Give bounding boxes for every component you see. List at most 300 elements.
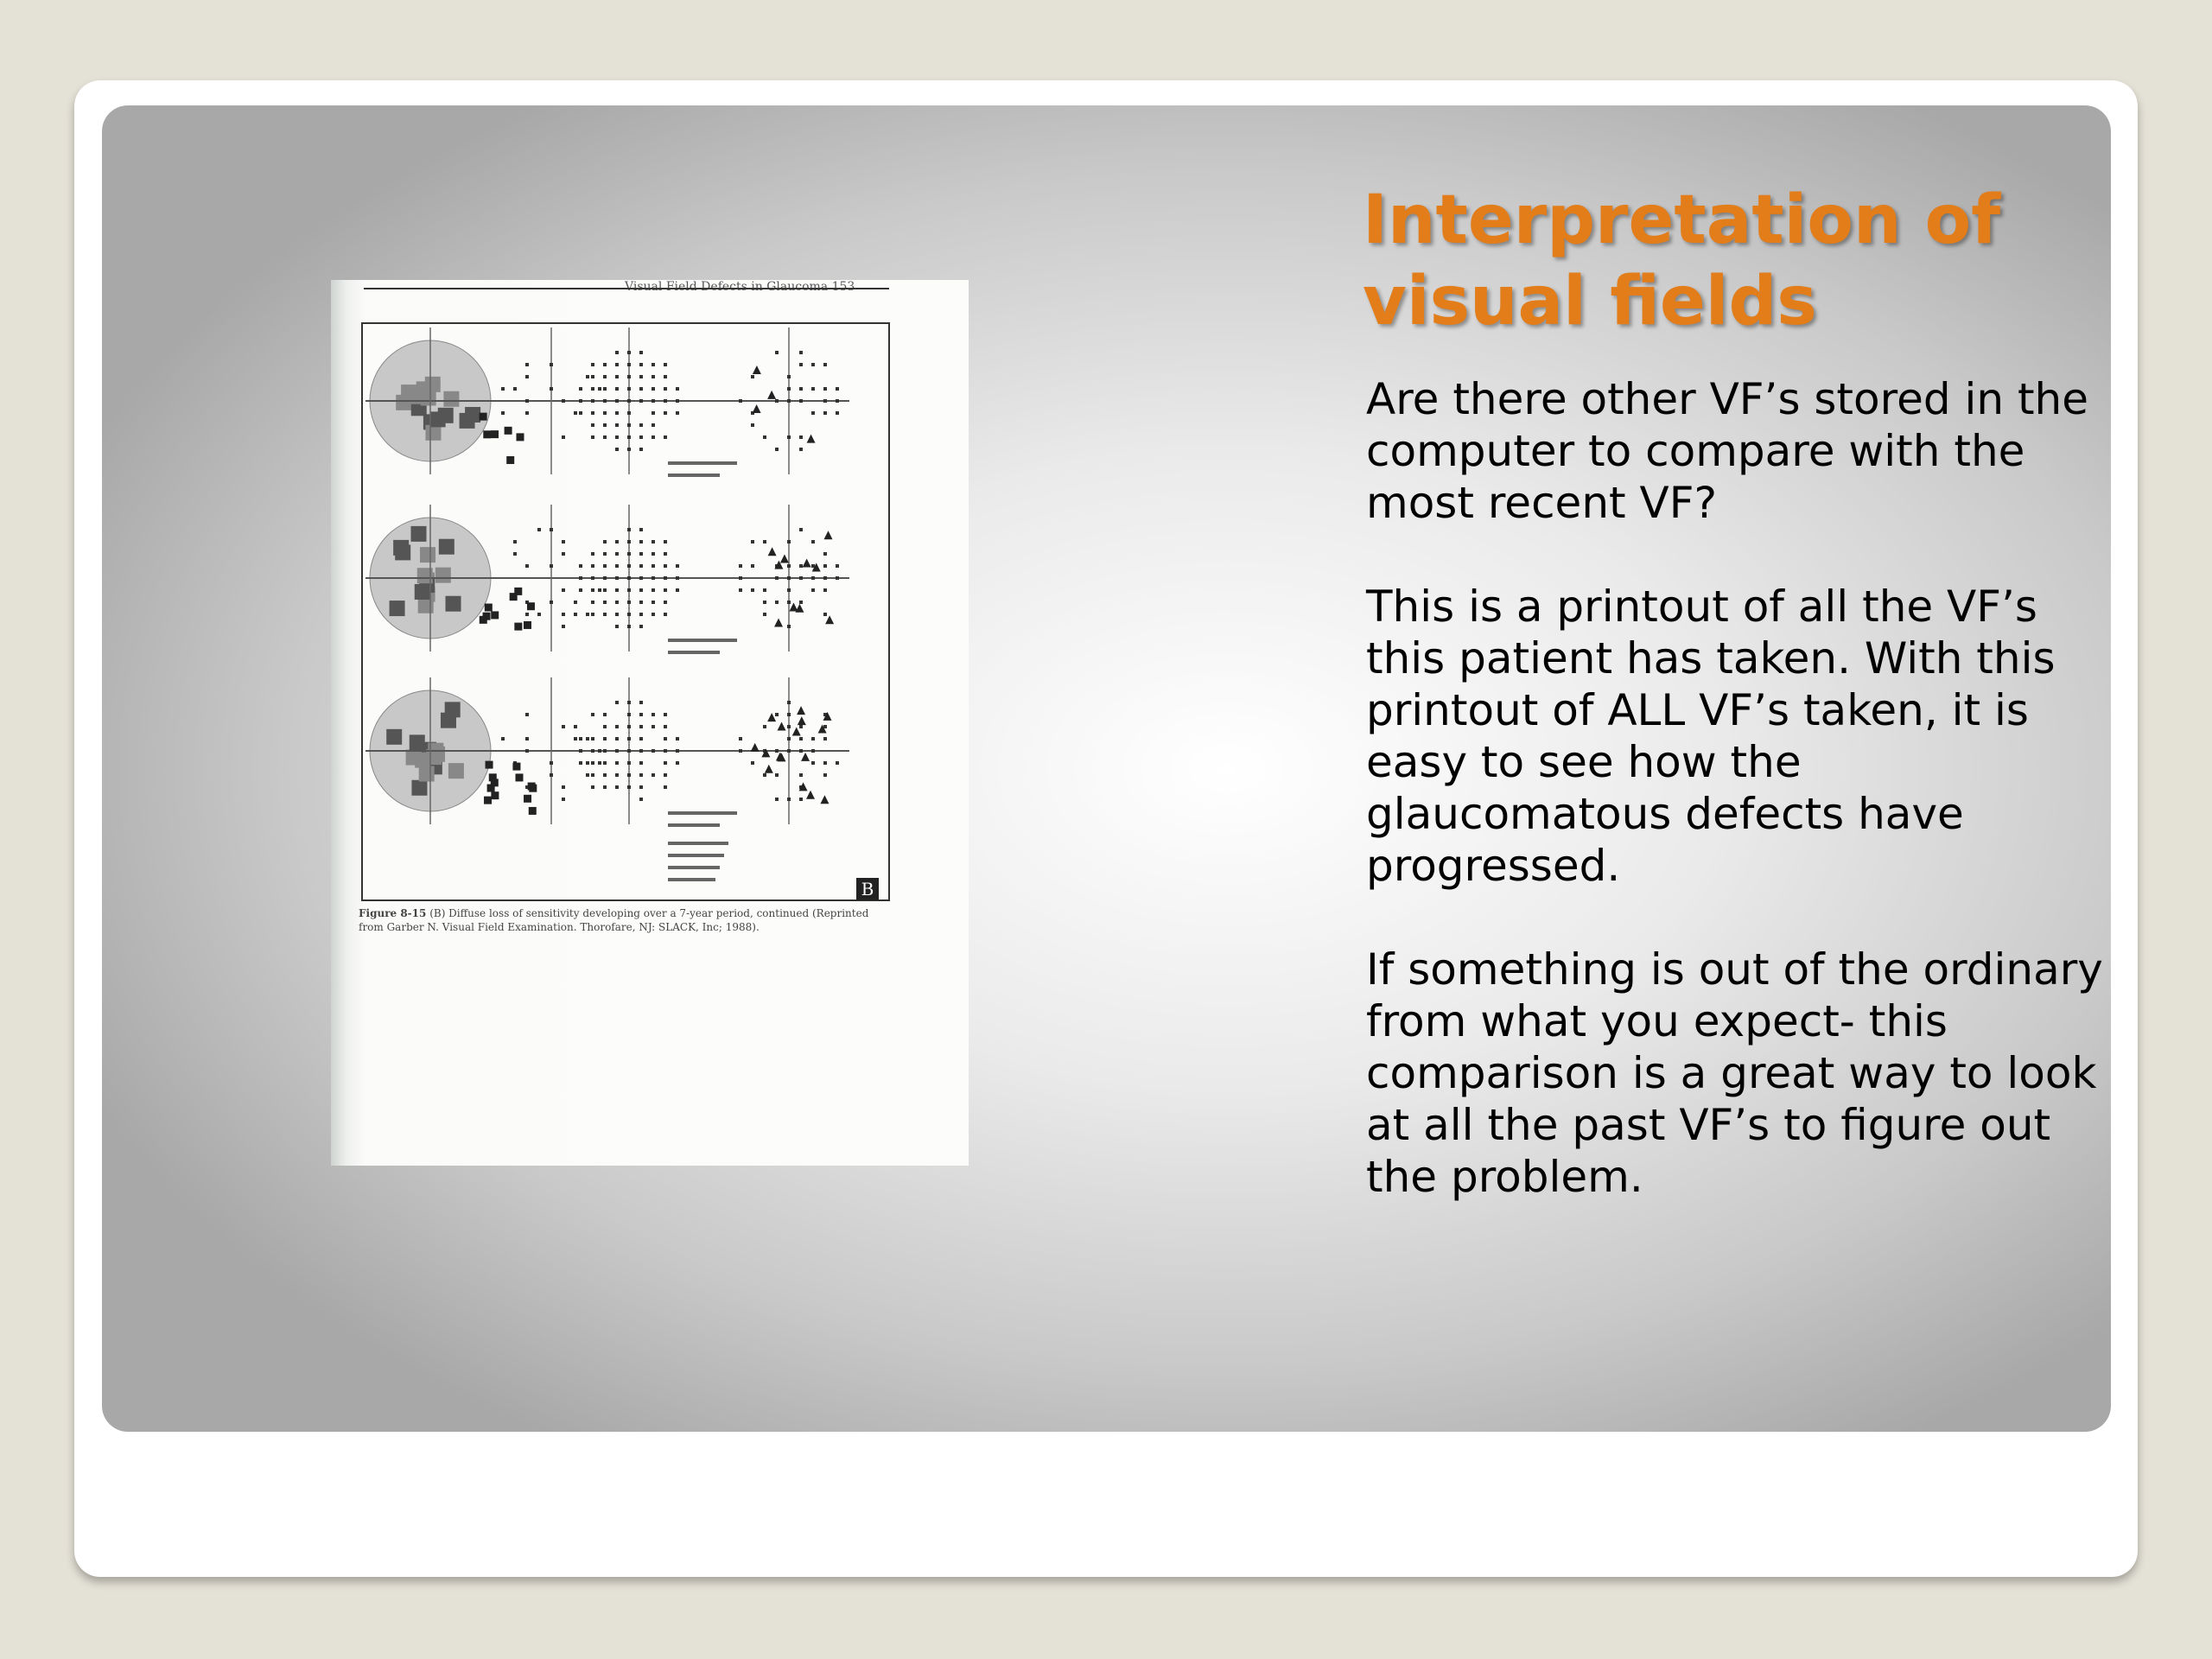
field-point <box>615 387 619 391</box>
field-point <box>591 737 594 741</box>
probability-triangle <box>780 554 789 563</box>
field-point <box>615 737 619 741</box>
field-point <box>775 448 779 451</box>
field-point <box>591 601 594 604</box>
field-point <box>639 552 643 556</box>
field-point <box>787 576 791 580</box>
field-point <box>639 423 643 427</box>
probability-square <box>480 616 487 624</box>
field-point <box>664 785 667 789</box>
field-point <box>823 588 827 592</box>
grayscale-defect-block <box>435 568 451 583</box>
field-point <box>652 564 655 568</box>
field-point <box>591 713 594 716</box>
field-point <box>763 773 766 777</box>
field-point <box>652 423 655 427</box>
field-point <box>664 387 667 391</box>
printout-text-line <box>668 474 720 477</box>
field-point <box>550 773 553 777</box>
field-point <box>591 411 594 415</box>
field-point <box>603 749 607 753</box>
field-point <box>787 749 791 753</box>
field-point <box>591 785 594 789</box>
grayscale-defect-block <box>420 547 435 563</box>
field-point <box>639 576 643 580</box>
field-point <box>799 564 803 568</box>
field-point <box>799 725 803 728</box>
field-point <box>823 737 827 741</box>
field-point <box>739 737 742 741</box>
field-point <box>751 375 754 378</box>
field-point <box>664 363 667 366</box>
field-point <box>627 713 631 716</box>
field-point <box>603 423 607 427</box>
legend-text-line <box>668 866 720 869</box>
probability-square <box>489 773 497 781</box>
field-point <box>664 540 667 543</box>
field-point <box>763 613 766 616</box>
field-point <box>775 601 779 604</box>
field-point <box>739 749 742 753</box>
field-point <box>627 448 631 451</box>
grayscale-defect-block <box>441 713 456 728</box>
field-point <box>739 576 742 580</box>
caption-text: (B) Diffuse loss of sensitivity developing over a 7-year period, continued (Reprinted from Garber N. Visual Field Examination. Thorofare, NJ: SLACK, Inc; 1988). <box>359 907 869 933</box>
field-point <box>591 613 594 616</box>
legend-text-line <box>668 842 728 845</box>
body-paragraph-1: Are there other VF’s stored in the computer to compare with the most recent VF? <box>1366 374 2089 528</box>
field-point <box>574 613 577 616</box>
field-point <box>664 761 667 765</box>
field-point <box>639 798 643 801</box>
field-point <box>664 399 667 403</box>
field-point <box>525 363 529 366</box>
field-point <box>627 528 631 531</box>
field-point <box>763 540 766 543</box>
field-point <box>639 625 643 628</box>
field-point <box>836 761 839 765</box>
field-point <box>603 761 607 765</box>
field-point <box>603 363 607 366</box>
field-point <box>627 540 631 543</box>
field-point <box>763 588 766 592</box>
field-point <box>775 773 779 777</box>
field-point <box>591 363 594 366</box>
probability-square <box>486 761 493 769</box>
probability-triangle <box>825 615 834 624</box>
field-point <box>664 713 667 716</box>
field-point <box>603 737 607 741</box>
field-point <box>787 588 791 592</box>
probability-square <box>505 427 512 435</box>
grayscale-defect-block <box>448 763 464 779</box>
field-point <box>550 564 553 568</box>
field-point <box>639 399 643 403</box>
field-point <box>664 411 667 415</box>
probability-triangle <box>807 435 816 443</box>
field-point <box>811 761 815 765</box>
field-point <box>799 773 803 777</box>
field-point <box>586 761 589 765</box>
field-point <box>615 601 619 604</box>
grayscale-defect-block <box>425 377 441 392</box>
field-point <box>615 773 619 777</box>
field-point <box>751 423 754 427</box>
field-point <box>799 435 803 439</box>
field-point <box>550 761 553 765</box>
field-point <box>591 588 594 592</box>
grayscale-defect-block <box>446 596 461 612</box>
field-point <box>627 576 631 580</box>
field-point <box>799 749 803 753</box>
field-point <box>652 613 655 616</box>
printout-text-line <box>668 461 737 465</box>
field-point <box>627 625 631 628</box>
field-point <box>639 588 643 592</box>
printout-text-line <box>668 811 737 815</box>
field-point <box>811 363 815 366</box>
field-point <box>775 713 779 716</box>
field-point <box>639 713 643 716</box>
field-point <box>676 564 679 568</box>
field-point <box>823 387 827 391</box>
field-point <box>615 435 619 439</box>
field-point <box>574 737 577 741</box>
field-point <box>603 411 607 415</box>
probability-square <box>480 413 487 421</box>
field-point <box>513 387 517 391</box>
field-point <box>676 749 679 753</box>
field-point <box>739 564 742 568</box>
printout-text-line <box>668 823 720 827</box>
grayscale-defect-block <box>411 780 427 796</box>
field-point <box>603 576 607 580</box>
grayscale-defect-block <box>408 389 423 404</box>
field-point <box>823 399 827 403</box>
field-point <box>652 773 655 777</box>
legend-text-line <box>668 854 724 857</box>
field-point <box>525 613 529 616</box>
field-point <box>598 761 601 765</box>
field-point <box>579 387 582 391</box>
field-point <box>537 613 541 616</box>
field-point <box>751 540 754 543</box>
grayscale-defect-block <box>425 425 441 441</box>
field-point <box>574 725 577 728</box>
field-point <box>627 725 631 728</box>
field-point <box>639 601 643 604</box>
field-point <box>574 411 577 415</box>
probability-triangle <box>753 365 761 374</box>
field-point <box>501 411 505 415</box>
field-point <box>562 785 565 789</box>
field-point <box>823 411 827 415</box>
field-point <box>591 576 594 580</box>
field-point <box>652 540 655 543</box>
field-point <box>739 399 742 403</box>
field-point <box>598 387 601 391</box>
grayscale-defect-block <box>411 526 427 542</box>
field-point <box>652 387 655 391</box>
field-point <box>627 552 631 556</box>
grayscale-defect-block <box>465 407 480 423</box>
field-point <box>763 601 766 604</box>
field-point <box>603 773 607 777</box>
field-point <box>525 564 529 568</box>
field-point <box>823 552 827 556</box>
field-point <box>652 576 655 580</box>
probability-triangle <box>797 706 805 715</box>
field-point <box>652 411 655 415</box>
probability-square <box>514 588 522 595</box>
field-point <box>639 725 643 728</box>
field-point <box>676 761 679 765</box>
field-point <box>799 601 803 604</box>
field-point <box>627 351 631 354</box>
field-point <box>799 737 803 741</box>
field-point <box>652 588 655 592</box>
field-point <box>627 761 631 765</box>
field-point <box>562 399 565 403</box>
field-point <box>823 761 827 765</box>
field-point <box>787 713 791 716</box>
grayscale-defect-block <box>395 544 410 560</box>
field-point <box>603 399 607 403</box>
field-point <box>676 411 679 415</box>
field-point <box>676 576 679 580</box>
field-point <box>615 552 619 556</box>
probability-triangle <box>806 791 815 799</box>
field-point <box>811 749 815 753</box>
field-point <box>615 761 619 765</box>
field-point <box>579 576 582 580</box>
field-point <box>591 435 594 439</box>
field-point <box>615 448 619 451</box>
field-point <box>652 725 655 728</box>
grayscale-defect-block <box>430 411 446 427</box>
field-point <box>513 540 517 543</box>
field-point <box>664 375 667 378</box>
probability-triangle <box>795 604 804 613</box>
field-point <box>627 601 631 604</box>
field-point <box>799 528 803 531</box>
field-point <box>627 363 631 366</box>
field-point <box>562 798 565 801</box>
probability-triangle <box>798 716 806 725</box>
field-point <box>775 399 779 403</box>
field-point <box>652 749 655 753</box>
field-point <box>525 399 529 403</box>
field-point <box>811 588 815 592</box>
field-point <box>664 588 667 592</box>
field-point <box>676 399 679 403</box>
field-point <box>615 749 619 753</box>
field-point <box>603 725 607 728</box>
field-point <box>537 528 541 531</box>
field-point <box>775 351 779 354</box>
grayscale-defect-block <box>429 747 445 762</box>
field-point <box>664 552 667 556</box>
field-point <box>799 399 803 403</box>
field-point <box>799 387 803 391</box>
field-point <box>799 448 803 451</box>
field-point <box>562 625 565 628</box>
field-point <box>603 601 607 604</box>
field-point <box>550 363 553 366</box>
field-point <box>615 576 619 580</box>
field-point <box>615 375 619 378</box>
field-point <box>591 552 594 556</box>
field-point <box>598 749 601 753</box>
field-point <box>652 363 655 366</box>
legend-text-line <box>668 878 715 881</box>
probability-triangle <box>774 618 783 626</box>
field-point <box>799 351 803 354</box>
field-point <box>775 576 779 580</box>
field-point <box>603 540 607 543</box>
probability-triangle <box>753 404 761 413</box>
panel-badge: B <box>856 878 879 900</box>
field-point <box>586 375 589 378</box>
field-point <box>615 625 619 628</box>
field-point <box>591 399 594 403</box>
field-point <box>823 613 827 616</box>
body-paragraph-2: This is a printout of all the VF’s this patient has taken. With this printout of ALL VF’s taken, it is easy to see how the glaucomatous defects have progressed. <box>1366 582 2056 891</box>
probability-square <box>485 604 493 612</box>
field-point <box>664 749 667 753</box>
field-point <box>676 387 679 391</box>
field-point <box>579 761 582 765</box>
field-point <box>799 576 803 580</box>
field-point <box>787 701 791 704</box>
field-point <box>676 737 679 741</box>
probability-triangle <box>767 713 776 721</box>
field-point <box>525 411 529 415</box>
field-point <box>615 725 619 728</box>
field-point <box>639 363 643 366</box>
field-point <box>627 375 631 378</box>
probability-square <box>516 433 524 441</box>
field-point <box>562 552 565 556</box>
field-point <box>562 540 565 543</box>
field-point <box>615 701 619 704</box>
grayscale-defect-block <box>390 601 405 616</box>
field-point <box>615 613 619 616</box>
printout-page-header: Visual Field Defects in Glaucoma 153 <box>625 280 855 294</box>
field-point <box>787 601 791 604</box>
field-point <box>664 564 667 568</box>
field-point <box>627 785 631 789</box>
field-point <box>739 588 742 592</box>
field-point <box>823 725 827 728</box>
field-point <box>639 435 643 439</box>
field-point <box>627 701 631 704</box>
field-point <box>639 387 643 391</box>
probability-triangle <box>761 748 770 757</box>
field-point <box>591 564 594 568</box>
slide-body <box>1366 373 2109 1255</box>
printout-text-line <box>668 651 720 654</box>
field-point <box>811 540 815 543</box>
printout-text-line <box>668 639 737 642</box>
field-point <box>799 363 803 366</box>
field-point <box>603 387 607 391</box>
field-point <box>579 564 582 568</box>
field-point <box>823 564 827 568</box>
field-point <box>775 798 779 801</box>
field-point <box>603 552 607 556</box>
field-point <box>586 737 589 741</box>
field-point <box>525 737 529 741</box>
grayscale-defect-block <box>418 598 434 613</box>
field-point <box>787 375 791 378</box>
body-paragraph-3: If something is out of the ordinary from what you expect- this comparison is a great way to look at all the past VF’s to figure out the problem. <box>1366 944 2103 1202</box>
field-point <box>639 351 643 354</box>
field-point <box>579 737 582 741</box>
field-point <box>627 399 631 403</box>
field-point <box>615 411 619 415</box>
field-point <box>639 785 643 789</box>
field-point <box>639 613 643 616</box>
field-point <box>603 588 607 592</box>
field-point <box>664 737 667 741</box>
field-point <box>513 552 517 556</box>
field-point <box>664 725 667 728</box>
field-point <box>591 387 594 391</box>
field-point <box>627 435 631 439</box>
grayscale-defect-block <box>410 734 425 750</box>
field-point <box>603 564 607 568</box>
field-point <box>525 749 529 753</box>
field-point <box>615 785 619 789</box>
field-point <box>763 725 766 728</box>
visual-field-printout-image <box>331 280 969 1166</box>
probability-triangle <box>767 391 776 399</box>
probability-square <box>487 785 495 792</box>
field-point <box>501 387 505 391</box>
field-point <box>664 435 667 439</box>
field-point <box>652 399 655 403</box>
field-point <box>627 613 631 616</box>
probability-square <box>491 791 499 799</box>
field-point <box>639 749 643 753</box>
probability-square <box>491 611 499 619</box>
probability-square <box>524 621 531 629</box>
field-point <box>775 749 779 753</box>
field-point <box>836 399 839 403</box>
field-point <box>627 773 631 777</box>
field-point <box>652 435 655 439</box>
printout-caption <box>359 906 877 934</box>
field-point <box>591 375 594 378</box>
field-point <box>664 576 667 580</box>
field-point <box>627 423 631 427</box>
field-point <box>603 375 607 378</box>
probability-square <box>514 623 522 631</box>
field-point <box>811 576 815 580</box>
field-point <box>639 737 643 741</box>
field-point <box>574 601 577 604</box>
field-point <box>664 773 667 777</box>
field-point <box>639 773 643 777</box>
field-point <box>787 564 791 568</box>
field-point <box>591 749 594 753</box>
field-point <box>615 564 619 568</box>
field-point <box>823 773 827 777</box>
grayscale-defect-block <box>439 539 454 555</box>
field-point <box>627 411 631 415</box>
field-point <box>579 749 582 753</box>
